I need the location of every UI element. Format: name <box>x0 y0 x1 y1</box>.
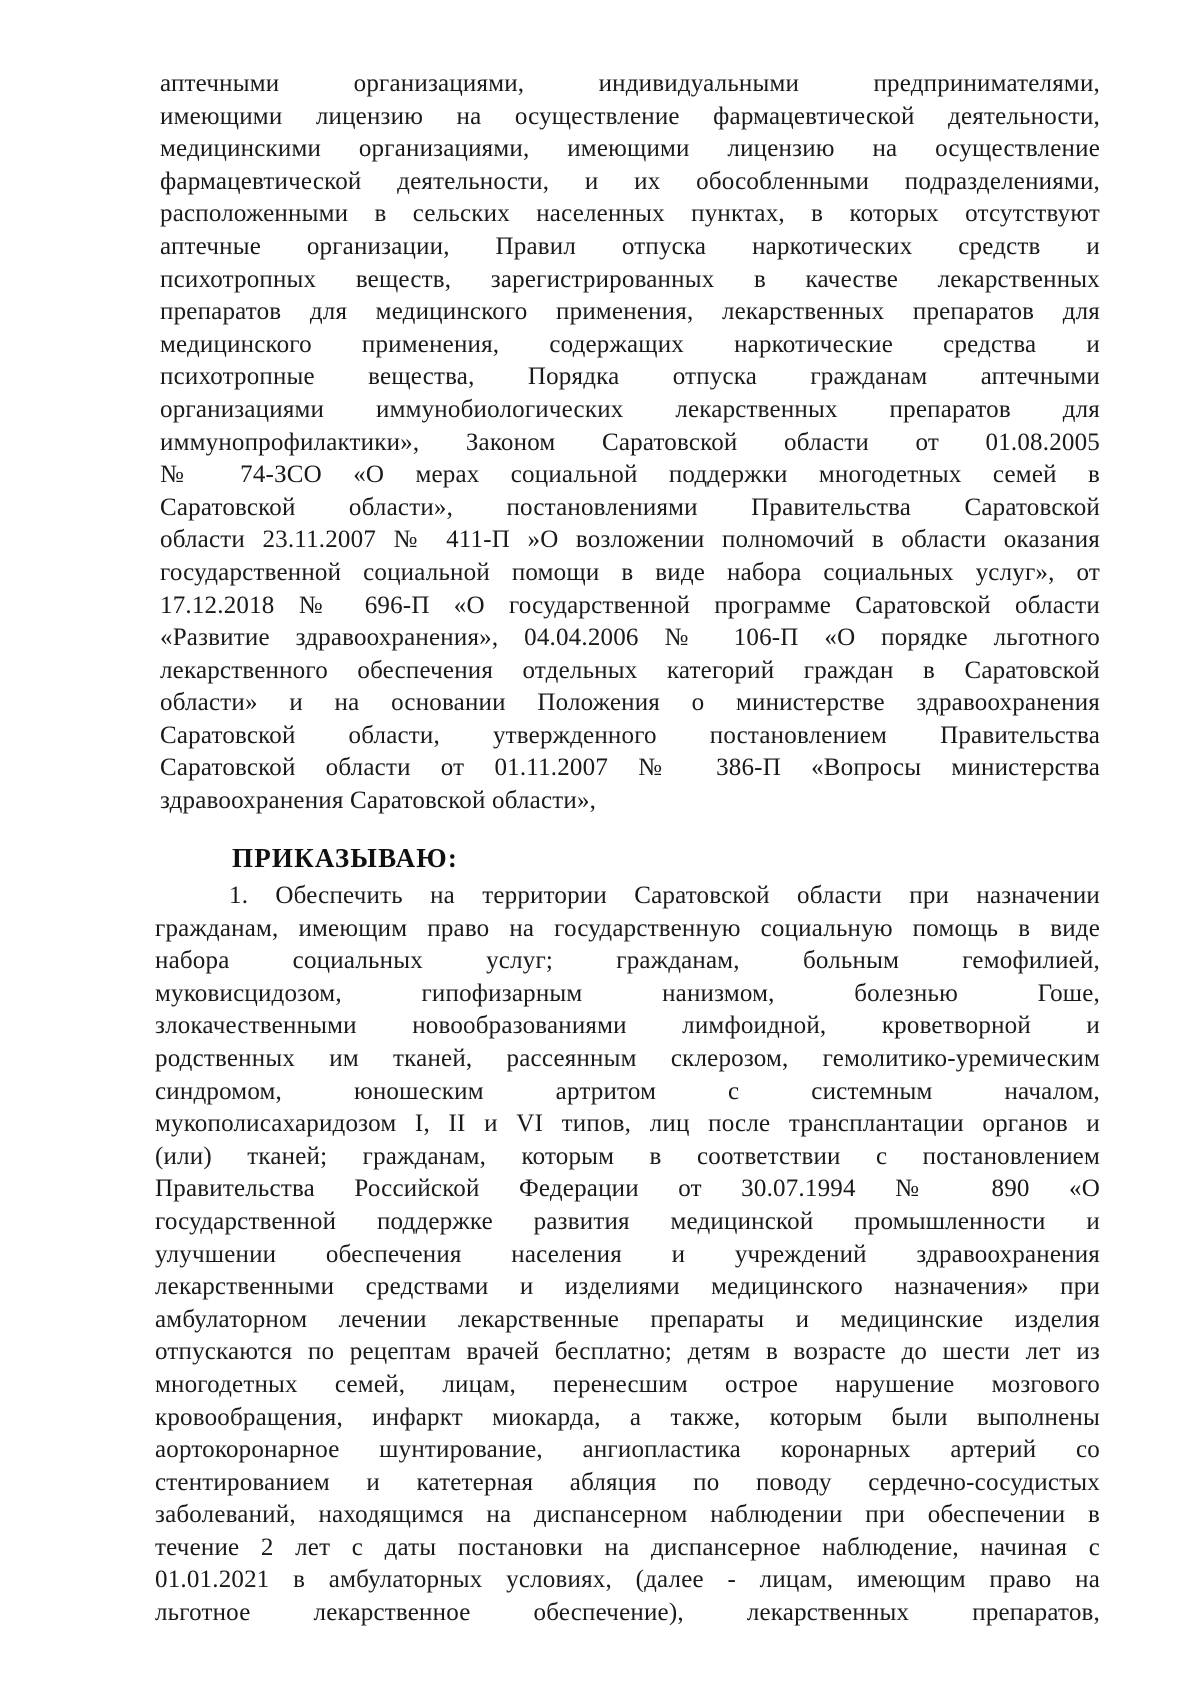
intro-line: иммунопрофилактики», Законом Саратовской области от 01.08.2005 <box>160 428 1100 456</box>
order-paragraph <box>155 880 1100 1630</box>
order-line: муковисцидозом, гипофизарным нанизмом, болезнью Гоше, <box>155 979 1100 1007</box>
intro-line: медицинского применения, содержащих наркотические средства и <box>160 330 1100 358</box>
order-line: стентированием и катетерная абляция по поводу сердечно-сосудистых <box>155 1468 1100 1496</box>
intro-line: Саратовской области, утвержденного постановлением Правительства <box>160 721 1100 749</box>
order-line: синдромом, юношеским артритом с системным началом, <box>155 1077 1100 1105</box>
intro-line: препаратов для медицинского применения, лекарственных препаратов для <box>160 298 1100 326</box>
order-line: мукополисахаридозом I, II и VI типов, лиц после трансплантации органов и <box>155 1110 1100 1138</box>
intro-line: аптечные организации, Правил отпуска наркотических средств и <box>160 232 1100 260</box>
intro-line: имеющими лицензию на осуществление фармацевтической деятельности, <box>160 102 1100 130</box>
order-line: улучшении обеспечения населения и учреждений здравоохранения <box>155 1240 1100 1268</box>
order-line: гражданам, имеющим право на государственную социальную помощь в виде <box>155 914 1100 942</box>
intro-line: Саратовской области», постановлениями Правительства Саратовской <box>160 493 1100 521</box>
order-line: кровообращения, инфаркт миокарда, а также, которым были выполнены <box>155 1403 1100 1431</box>
intro-line: области 23.11.2007 № 411-П »О возложении полномочий в области оказания <box>160 526 1100 554</box>
intro-line: психотропных веществ, зарегистрированных в качестве лекарственных <box>160 265 1100 293</box>
intro-paragraph <box>160 68 1100 818</box>
intro-line: лекарственного обеспечения отдельных категорий граждан в Саратовской <box>160 656 1100 684</box>
intro-line: государственной социальной помощи в виде набора социальных услуг», от <box>160 558 1100 586</box>
intro-line: здравоохранения Саратовской области», <box>160 787 597 815</box>
order-line: многодетных семей, лицам, перенесшим острое нарушение мозгового <box>155 1370 1100 1398</box>
order-line: заболеваний, находящимся на диспансерном наблюдении при обеспечении в <box>155 1501 1100 1529</box>
order-line: родственных им тканей, рассеянным склерозом, гемолитико-уремическим <box>155 1044 1100 1072</box>
intro-line: 17.12.2018 № 696-П «О государственной программе Саратовской области <box>160 591 1100 619</box>
intro-line: аптечными организациями, индивидуальными предпринимателями, <box>160 70 1100 97</box>
order-line: Правительства Российской Федерации от 30.07.1994 № 890 «О <box>155 1175 1100 1203</box>
order-line: набора социальных услуг; гражданам, больным гемофилией, <box>155 947 1100 975</box>
order-line: 01.01.2021 в амбулаторных условиях, (далее - лицам, имеющим право на <box>155 1566 1100 1594</box>
intro-line: медицинскими организациями, имеющими лицензию на осуществление <box>160 135 1100 163</box>
order-heading: ПРИКАЗЫВАЮ: <box>232 843 459 873</box>
order-line: льготное лекарственное обеспечение), лекарственных препаратов, <box>155 1599 1100 1627</box>
intro-line: организациями иммунобиологических лекарственных препаратов для <box>160 395 1100 423</box>
intro-line: Саратовской области от 01.11.2007 № 386-П «Вопросы министерства <box>160 754 1100 782</box>
order-line: отпускаются по рецептам врачей бесплатно; детям в возрасте до шести лет из <box>155 1338 1100 1366</box>
order-line: (или) тканей; гражданам, которым в соответствии с постановлением <box>155 1142 1100 1170</box>
intro-line: фармацевтической деятельности, и их обособленными подразделениями, <box>160 167 1100 195</box>
intro-line: области» и на основании Положения о министерстве здравоохранения <box>160 689 1100 717</box>
intro-line: «Развитие здравоохранения», 04.04.2006 № 106-П «О порядке льготного <box>160 624 1100 652</box>
intro-line: психотропные вещества, Порядка отпуска гражданам аптечными <box>160 363 1100 391</box>
intro-line: № 74-ЗСО «О мерах социальной поддержки многодетных семей в <box>160 461 1100 489</box>
order-line: лекарственными средствами и изделиями медицинского назначения» при <box>155 1273 1100 1301</box>
order-line: злокачественными новообразованиями лимфоидной, кроветворной и <box>155 1012 1100 1040</box>
order-line: 1. Обеспечить на территории Саратовской области при назначении <box>229 882 1100 909</box>
order-line: государственной поддержке развития медицинской промышленности и <box>155 1207 1100 1235</box>
order-line: течение 2 лет с даты постановки на диспансерное наблюдение, начиная с <box>155 1533 1100 1561</box>
order-line: амбулаторном лечении лекарственные препараты и медицинские изделия <box>155 1305 1100 1333</box>
intro-line: расположенными в сельских населенных пунктах, в которых отсутствуют <box>160 200 1100 228</box>
order-line: аортокоронарное шунтирование, ангиопластика коронарных артерий со <box>155 1436 1100 1464</box>
